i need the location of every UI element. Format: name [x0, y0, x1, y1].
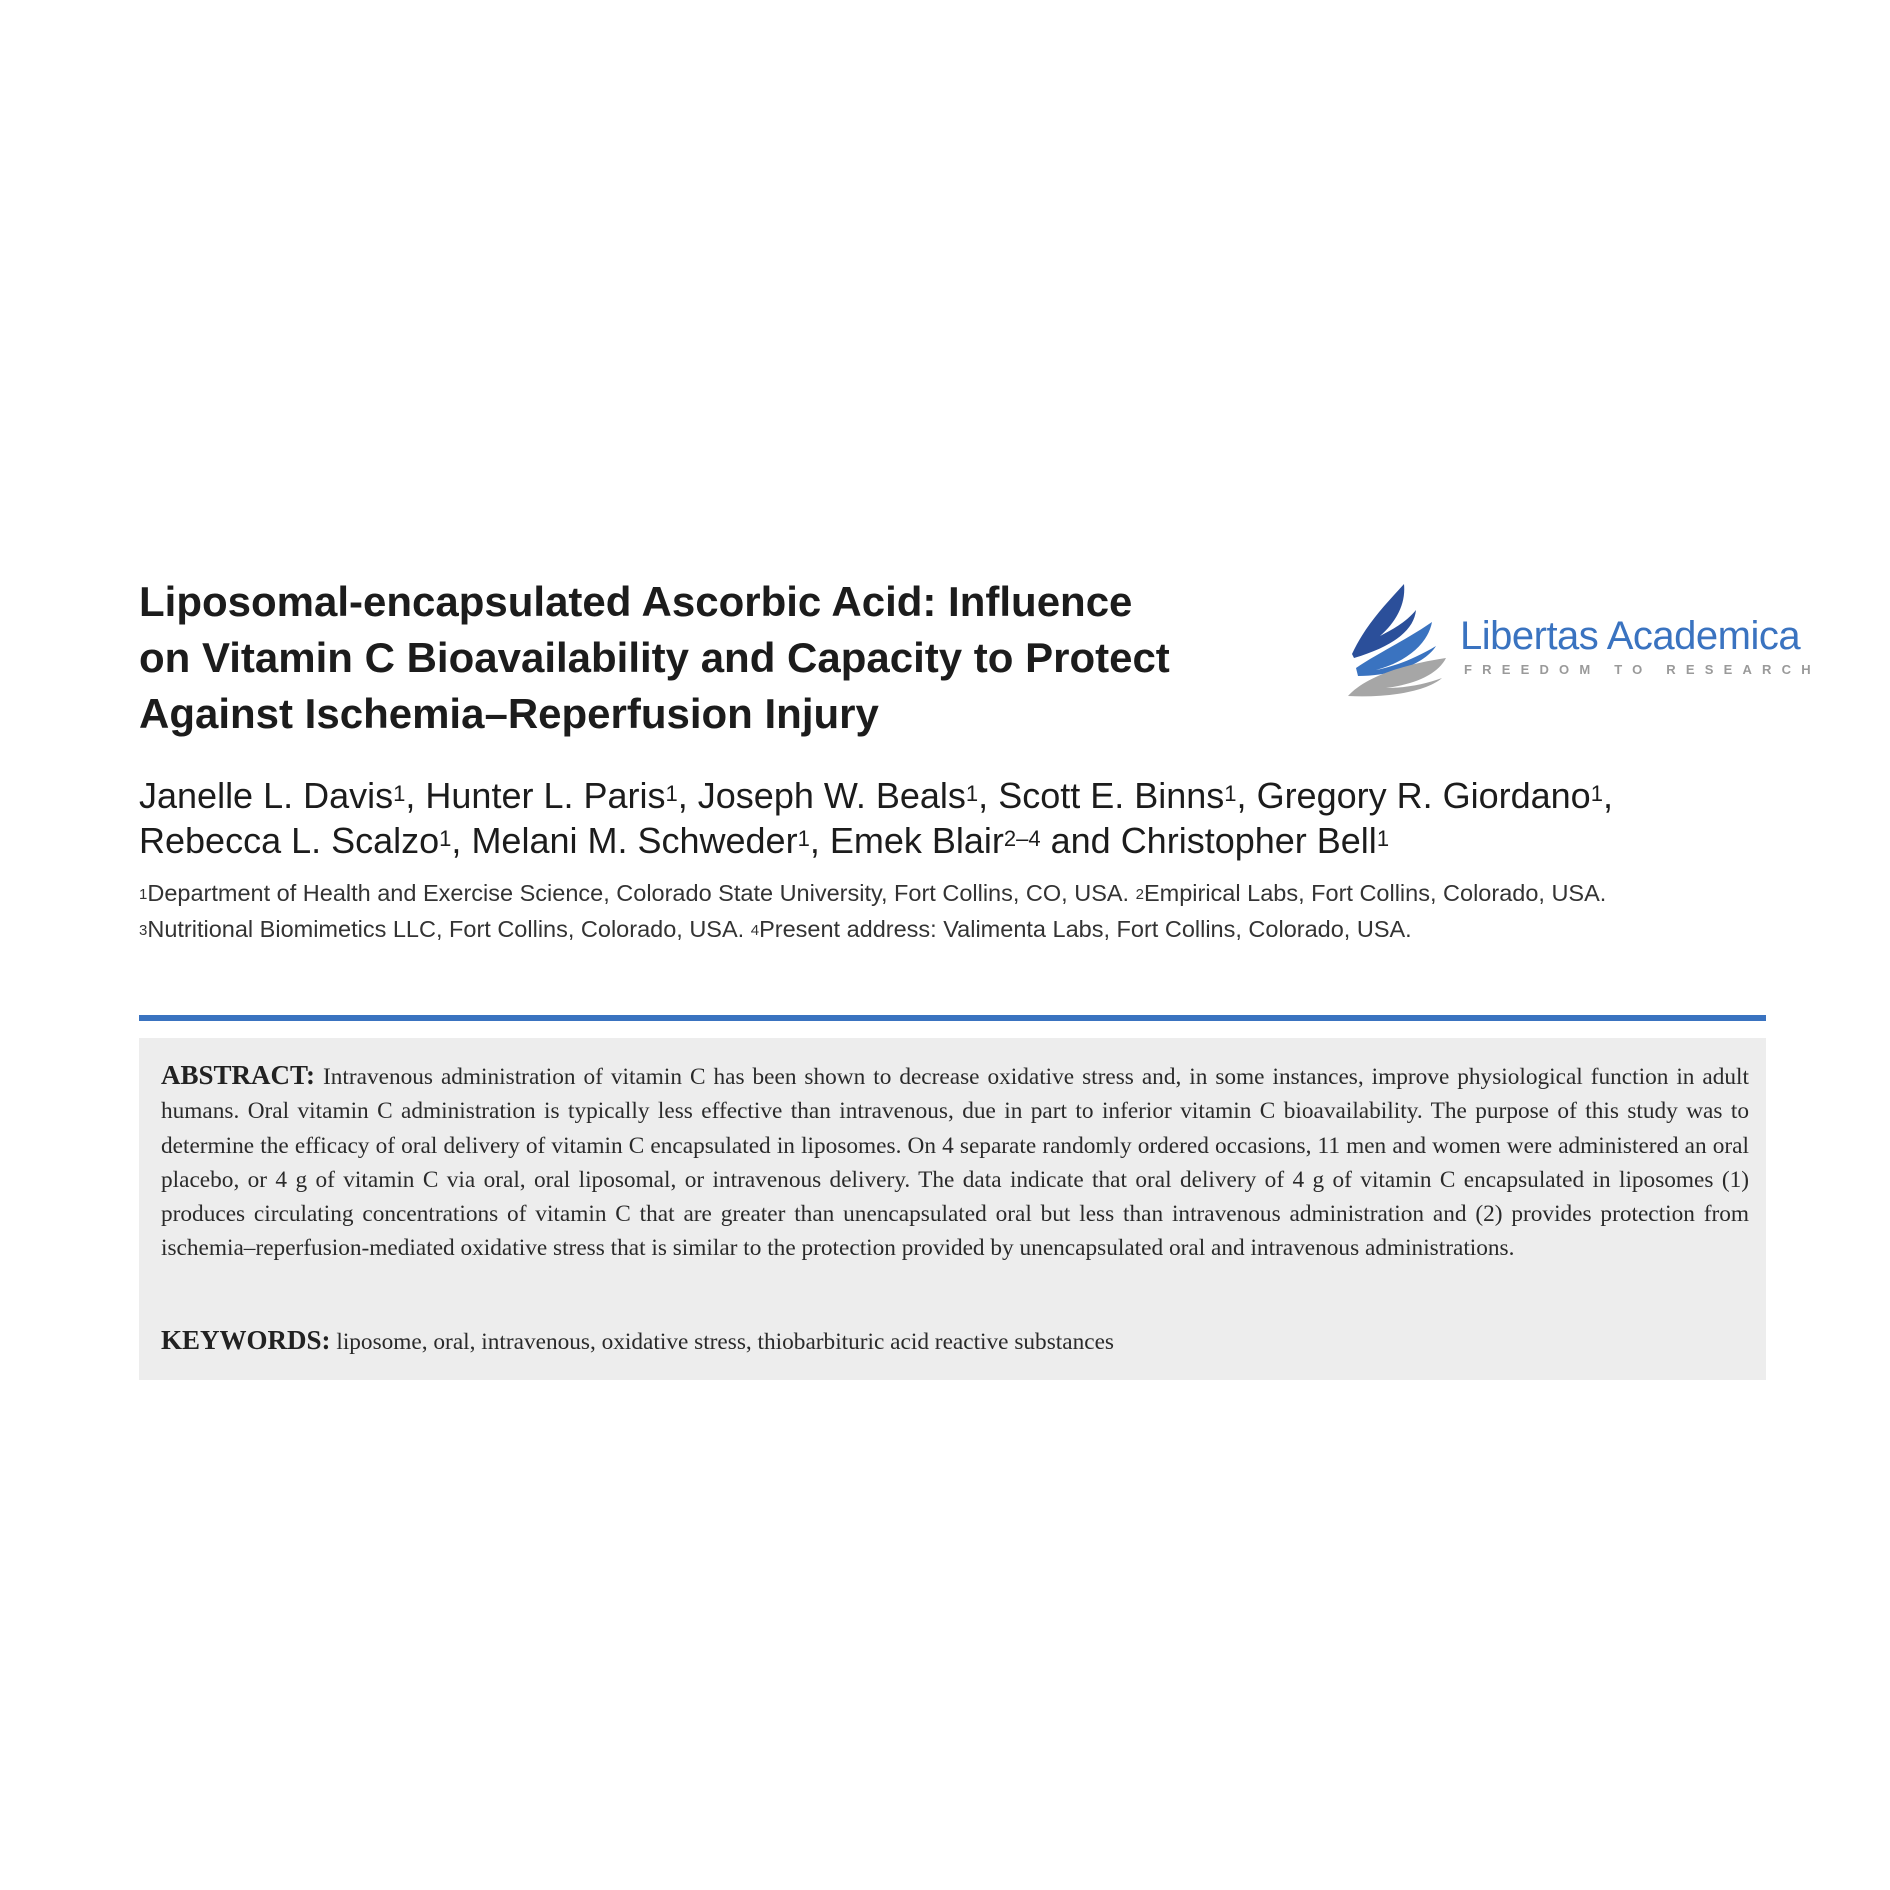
author-name: Gregory R. Giordano: [1256, 775, 1591, 816]
affiliation-number: 2: [1135, 886, 1144, 903]
author-affiliation-mark: 1: [1224, 781, 1237, 806]
affiliation-text: Nutritional Biomimetics LLC, Fort Collins, Colorado, USA.: [147, 916, 751, 942]
abstract-box: [139, 1038, 1766, 1380]
author-line: [139, 818, 1779, 863]
author-affiliation-mark: 1: [665, 781, 678, 806]
author-separator: ,: [405, 775, 426, 816]
publisher-logo: [1346, 584, 1821, 700]
author-separator: ,: [451, 820, 472, 861]
author-affiliation-mark: 1: [439, 826, 452, 851]
author-line: [139, 773, 1779, 818]
logo-tagline: FREEDOM TO RESEARCH: [1464, 662, 1821, 677]
author-name: Scott E. Binns: [998, 775, 1225, 816]
author-affiliation-mark: 1: [393, 781, 406, 806]
author-affiliation-mark: 1: [1590, 781, 1603, 806]
keywords-label: KEYWORDS:: [161, 1325, 331, 1355]
logo-name: Libertas Academica: [1460, 614, 1801, 658]
author-name: Christopher Bell: [1120, 820, 1377, 861]
affiliation-text: Empirical Labs, Fort Collins, Colorado, USA.: [1143, 880, 1607, 906]
author-separator: ,: [809, 820, 830, 861]
author-name: Melani M. Schweder: [471, 820, 798, 861]
author-affiliation-mark: 1: [797, 826, 810, 851]
title-line: Against Ischemia–Reperfusion Injury: [139, 690, 879, 737]
keywords-text: liposome, oral, intravenous, oxidative stress, thiobarbituric acid reactive substances: [336, 1329, 1114, 1355]
abstract-body: Intravenous administration of vitamin C has been shown to decrease oxidative stress and, in some instances, improve physiological function in adult humans. Oral vitamin C administration is typically less effective than intravenous, due in part to inferior vitamin C bioavailability. The purpose of this study was to determine the efficacy of oral delivery of vitamin C encapsulated in liposomes. On 4 separate randomly ordered occasions, 11 men and women were administered an oral placebo, or 4 g of vitamin C via oral, oral liposomal, or intravenous delivery. The data indicate that oral delivery of 4 g of vitamin C encapsulated in liposomes (1) produces circulating concentrations of vitamin C that are greater than unencapsulated oral but less than intravenous administration and (2) provides protection from ischemia–reperfusion-mediated oxidative stress that is similar to the protection provided by unencapsulated oral and intravenous administrations.: [161, 1064, 1749, 1262]
affiliation-number: 3: [139, 922, 148, 939]
author-list: [139, 773, 1779, 863]
author-separator: and: [1040, 820, 1121, 861]
author-separator: ,: [1236, 775, 1257, 816]
affiliation-list: [139, 875, 1779, 947]
author-affiliation-mark: 1: [1376, 826, 1390, 851]
affiliation-line: [139, 911, 1779, 947]
abstract-label: ABSTRACT:: [161, 1060, 316, 1090]
affiliation-text: Department of Health and Exercise Science, Colorado State University, Fort Collins, CO, USA.: [147, 880, 1136, 906]
title-line: on Vitamin C Bioavailability and Capacity to Protect: [139, 634, 1170, 681]
author-name: Joseph W. Beals: [697, 775, 966, 816]
section-divider: [139, 1015, 1766, 1021]
author-affiliation-mark: 2–4: [1003, 826, 1041, 851]
author-separator: ,: [677, 775, 698, 816]
author-name: Hunter L. Paris: [425, 775, 666, 816]
author-separator: ,: [978, 775, 999, 816]
affiliation-number: 1: [139, 886, 148, 903]
keywords-line: [161, 1323, 1749, 1359]
paper-title: [139, 574, 1249, 742]
affiliation-text: Present address: Valimenta Labs, Fort Collins, Colorado, USA.: [759, 916, 1412, 942]
author-name: Emek Blair: [829, 820, 1004, 861]
feather-icon: [1346, 584, 1456, 700]
affiliation-number: 4: [750, 922, 760, 939]
abstract-paragraph: [161, 1058, 1749, 1266]
title-line: Liposomal-encapsulated Ascorbic Acid: Influence: [139, 578, 1133, 625]
affiliation-line: [139, 875, 1779, 911]
author-affiliation-mark: 1: [965, 781, 979, 806]
author-name: Rebecca L. Scalzo: [139, 820, 440, 861]
author-name: Janelle L. Davis: [139, 775, 394, 816]
author-separator: ,: [1602, 775, 1613, 816]
